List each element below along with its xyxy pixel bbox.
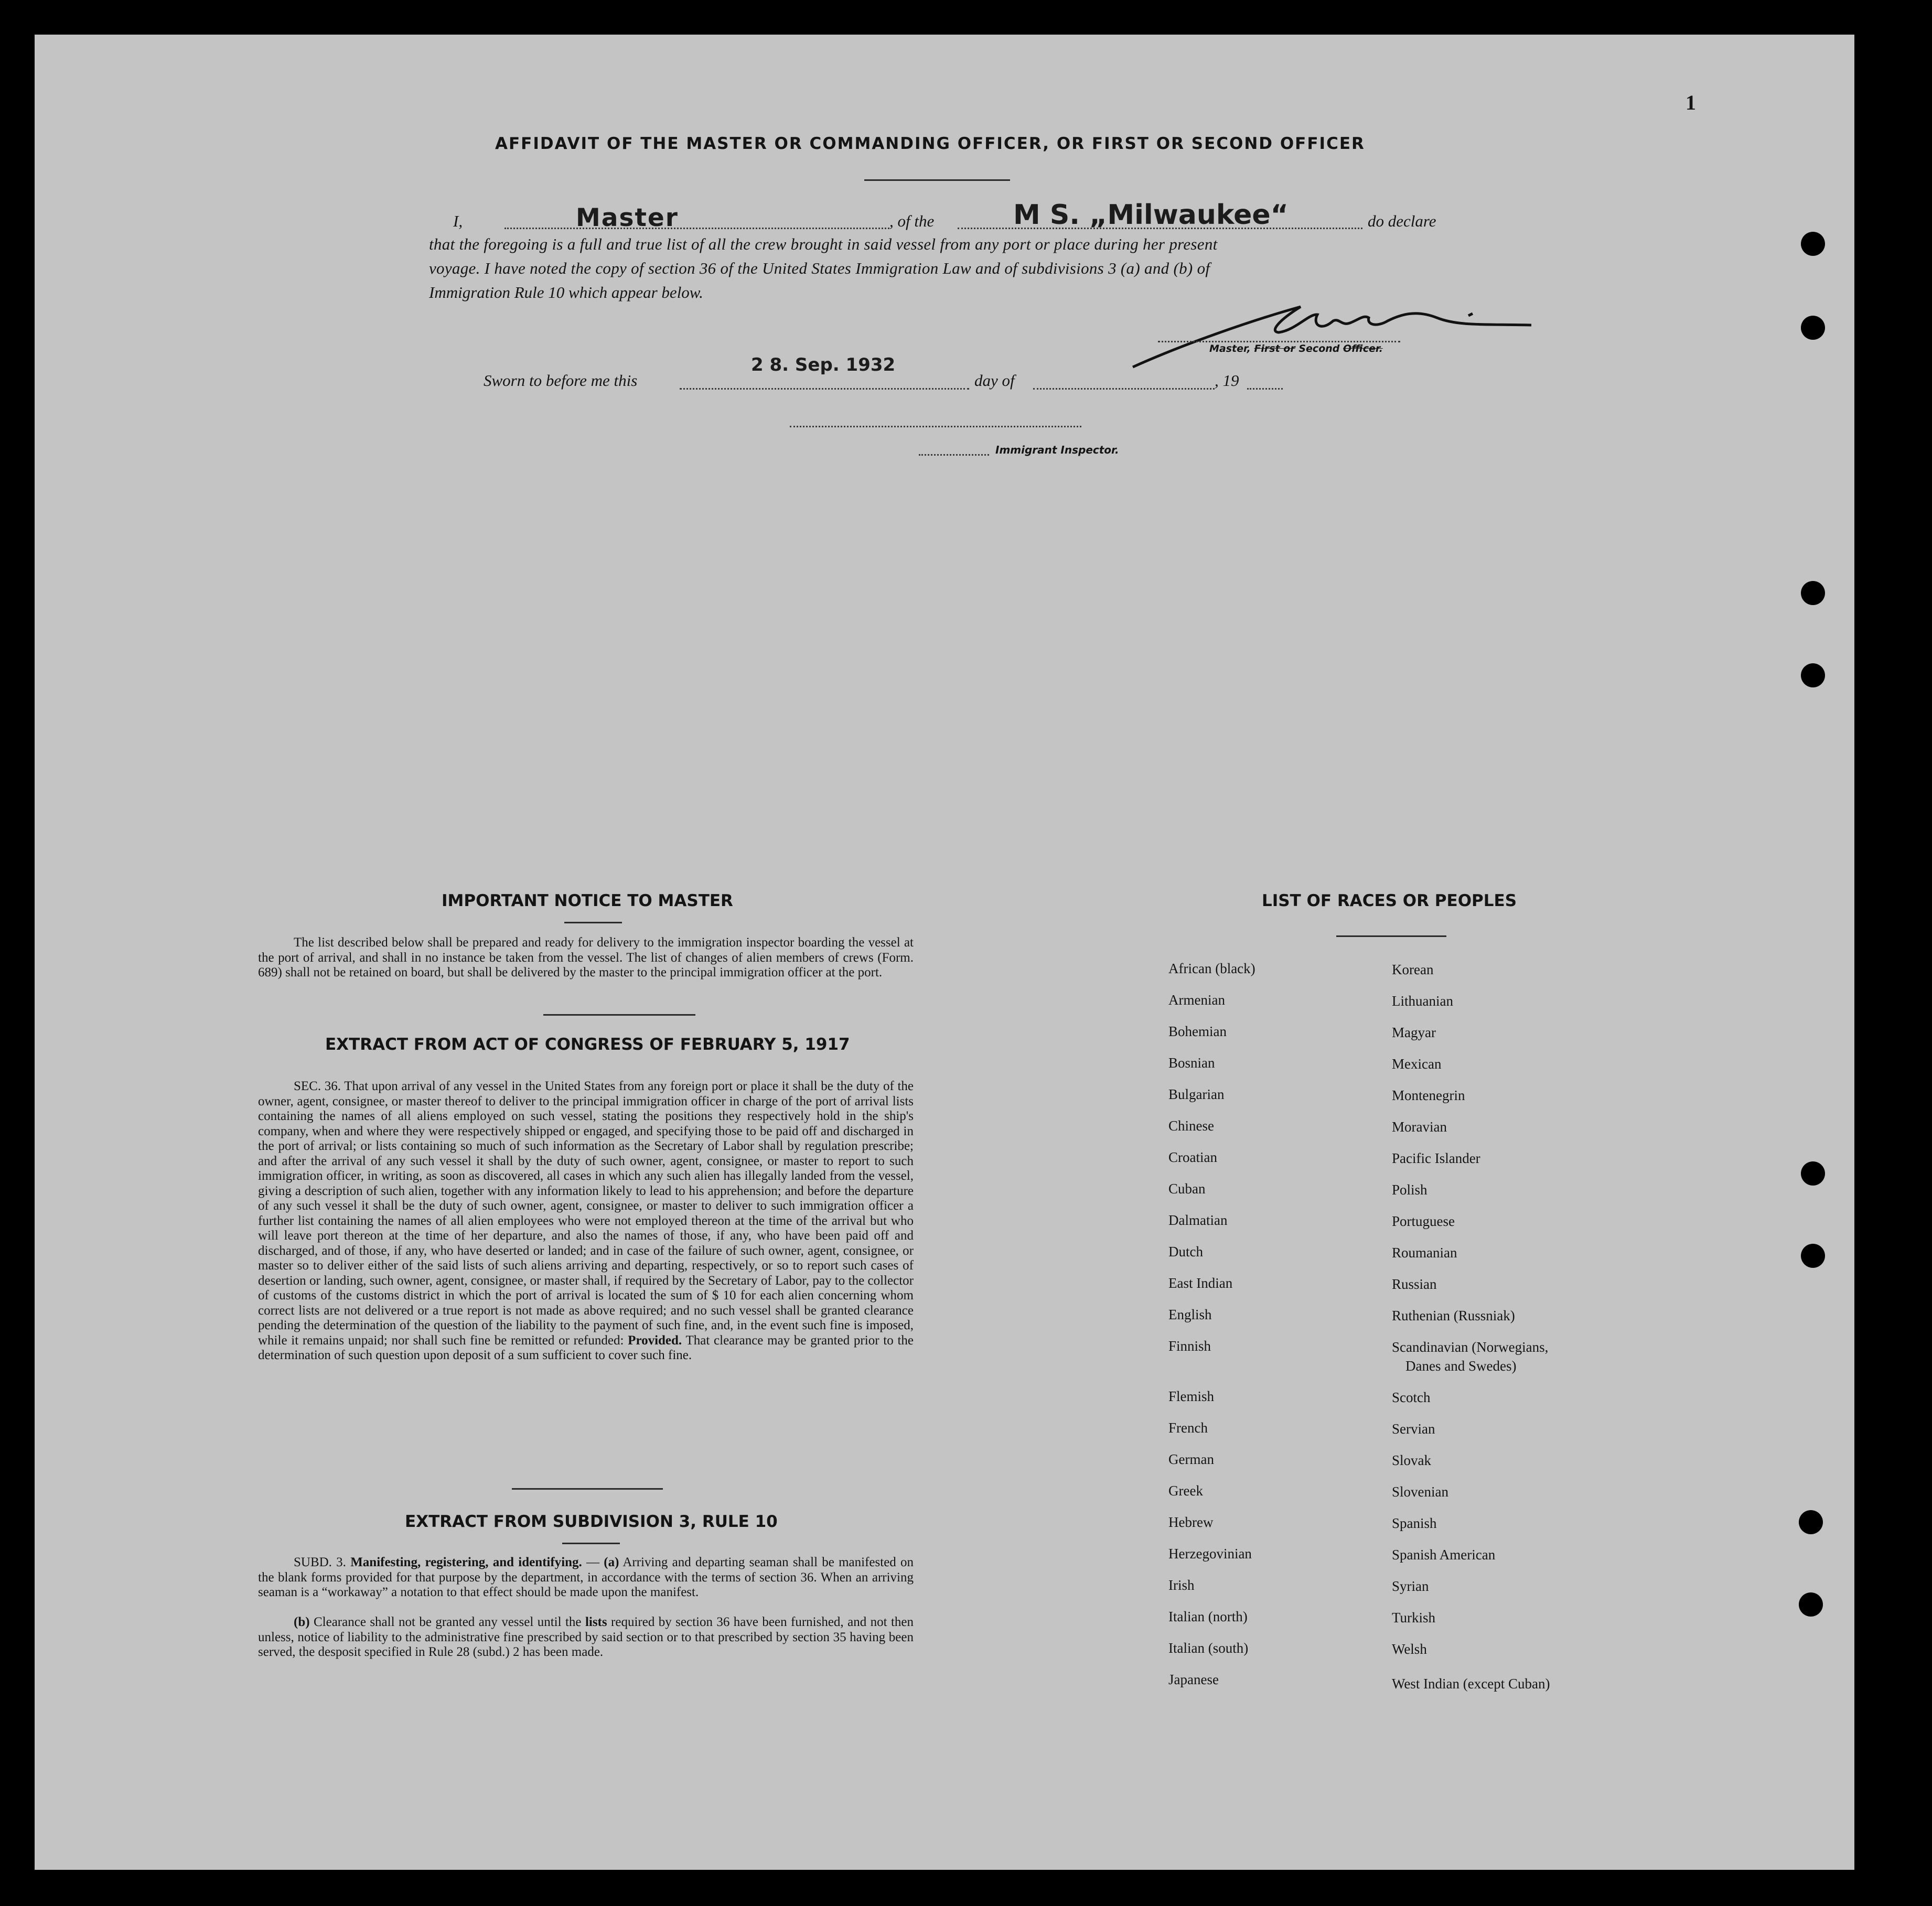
race-item: Montenegrin	[1392, 1087, 1465, 1103]
binder-hole	[1801, 1161, 1825, 1186]
inspector-signature-line	[790, 426, 1081, 427]
race-item: West Indian (except Cuban)	[1392, 1676, 1550, 1692]
race-item: Ruthenian (Russniak)	[1392, 1308, 1515, 1323]
race-item: Scotch	[1392, 1390, 1431, 1405]
caption-first-struck: First or	[1254, 343, 1295, 354]
race-item: Portuguese	[1392, 1213, 1455, 1229]
do-declare-label: do declare	[1368, 212, 1436, 230]
act-paragraph-end: That clearance may be granted prior to the determination of such question upon deposit of a sum sufficient to cover such fine.	[258, 1333, 914, 1362]
notice-separator	[543, 1014, 695, 1016]
year-line	[1247, 388, 1283, 390]
race-item: German	[1168, 1451, 1214, 1467]
day-of-label: day of	[974, 371, 1015, 390]
binder-hole	[1801, 581, 1825, 605]
race-item: Herzegovinian	[1168, 1546, 1252, 1562]
race-item: Turkish	[1392, 1610, 1436, 1625]
race-item: Irish	[1168, 1577, 1195, 1593]
rule-b-label: (b)	[294, 1615, 310, 1629]
binder-hole	[1801, 232, 1825, 256]
signature-caption	[1209, 343, 1383, 354]
notice-title: IMPORTANT NOTICE TO MASTER	[442, 891, 733, 910]
race-item: French	[1168, 1420, 1208, 1436]
caption-second: Second	[1298, 343, 1340, 354]
year-label: , 19	[1215, 371, 1239, 390]
race-item: Dalmatian	[1168, 1212, 1228, 1228]
race-item: Greek	[1168, 1483, 1203, 1499]
caption-officer-struck: Officer.	[1343, 343, 1383, 354]
race-item: African (black)	[1168, 961, 1255, 976]
race-item: Slovak	[1392, 1452, 1432, 1468]
rule-subd-label: SUBD. 3.	[294, 1555, 346, 1569]
race-item: Syrian	[1392, 1578, 1429, 1594]
race-item: East Indian	[1168, 1275, 1233, 1291]
sworn-label: Sworn to before me this	[484, 371, 638, 390]
rule-b-text-2: required by section 36 have been furnished, and not then unless, notice of liability to the administrative fine prescribed by said section or to that prescribed by section 35 having been served, the desposit specified in Rule 28 (subd.) 2 has been made.	[258, 1615, 914, 1659]
race-item: Moravian	[1392, 1119, 1447, 1135]
rule-subd-a: SUBD. 3. Manifesting, registering, and identifying. — (a) Arriving and departing seaman shall be manifested on the blank forms provided for that purpose by the department, in accordance with the terms of section 36. When an arriving seaman is a “workaway” a notation to that effect should be made upon the manifest.	[258, 1555, 914, 1599]
race-item: Slovenian	[1392, 1484, 1448, 1500]
race-item: Polish	[1392, 1182, 1427, 1198]
notice-text	[258, 935, 914, 981]
affidavit-i-label: I,	[453, 212, 463, 230]
race-item: Chinese	[1168, 1118, 1214, 1134]
rule-subd-b	[258, 1615, 914, 1660]
inspector-label: Immigrant Inspector.	[995, 444, 1119, 456]
race-item: Japanese	[1168, 1672, 1219, 1687]
race-item: Italian (north)	[1168, 1609, 1248, 1624]
binder-hole	[1799, 1510, 1823, 1534]
sworn-date-line	[680, 388, 969, 390]
race-item: Russian	[1392, 1276, 1437, 1292]
race-item: Pacific Islander	[1392, 1150, 1480, 1166]
race-item: Spanish	[1392, 1515, 1437, 1531]
race-item: English	[1168, 1307, 1212, 1322]
master-signature	[1122, 294, 1542, 372]
act-title: EXTRACT FROM ACT OF CONGRESS OF FEBRUARY 5, 1917	[325, 1035, 850, 1054]
race-item: Welsh	[1392, 1641, 1427, 1657]
binder-hole	[1801, 663, 1825, 687]
month-line	[1033, 388, 1215, 390]
race-item: Armenian	[1168, 992, 1225, 1008]
race-item: Mexican	[1392, 1056, 1442, 1072]
rule-b-text-1: Clearance shall not be granted any vessel until the	[313, 1615, 582, 1629]
inspector-short-line	[919, 454, 989, 456]
rule-title: EXTRACT FROM SUBDIVISION 3, RULE 10	[405, 1512, 778, 1531]
race-item: Scandinavian (Norwegians,	[1392, 1339, 1549, 1355]
binder-hole	[1801, 1244, 1825, 1268]
affidavit-title: AFFIDAVIT OF THE MASTER OR COMMANDING OFFICER, OR FIRST OR SECOND OFFICER	[495, 134, 1365, 153]
master-entry: Master	[576, 203, 679, 232]
races-title: LIST OF RACES OR PEOPLES	[1262, 891, 1517, 910]
race-item: Lithuanian	[1392, 993, 1453, 1009]
rule-b-lists: lists	[585, 1615, 607, 1629]
race-item: Dutch	[1168, 1244, 1203, 1259]
race-item: Magyar	[1392, 1025, 1436, 1040]
vessel-entry: M S. „Milwaukee“	[1013, 199, 1289, 231]
races-title-rule	[1336, 935, 1446, 937]
race-item: Danes and Swedes)	[1405, 1358, 1517, 1374]
of-the-label: , of the	[889, 212, 935, 230]
rule-subd-heading: Manifesting, registering, and identifying.	[350, 1555, 582, 1569]
master-line	[505, 228, 889, 229]
rule-a-text: Arriving and departing seaman shall be manifested on the blank forms provided for that purpose by the department, in accordance with the terms of section 36. When an arriving seaman is a “workaway” a notation to that effect should be made upon the manifest.	[258, 1555, 914, 1599]
affidavit-line-4: Immigration Rule 10 which appear below.	[429, 283, 703, 301]
act-provided: Provided.	[628, 1333, 682, 1348]
race-item: Finnish	[1168, 1338, 1211, 1354]
race-item: Croatian	[1168, 1149, 1217, 1165]
race-item: Bulgarian	[1168, 1086, 1225, 1102]
race-item: Roumanian	[1392, 1245, 1457, 1261]
race-item: Servian	[1392, 1421, 1435, 1437]
race-item: Hebrew	[1168, 1514, 1214, 1530]
notice-title-rule	[564, 922, 622, 923]
act-text	[258, 1079, 914, 1363]
race-item: Flemish	[1168, 1388, 1215, 1404]
signature-line	[1158, 341, 1400, 342]
affidavit-line-3: voyage. I have noted the copy of section 36 of the United States Immigration Law and of subdivisions 3 (a) and (b) of	[429, 259, 1210, 277]
race-item: Cuban	[1168, 1181, 1206, 1197]
affidavit-line-2: that the foregoing is a full and true list of all the crew brought in said vessel from any port or place during her present	[429, 235, 1218, 253]
rule-title-rule	[562, 1543, 620, 1544]
act-separator	[512, 1488, 663, 1490]
rule-a-label: (a)	[604, 1555, 619, 1569]
binder-hole	[1799, 1592, 1823, 1617]
title-underline	[864, 179, 1010, 181]
sworn-date-stamp: 2 8. Sep. 1932	[751, 354, 896, 375]
page-number: 1	[1686, 91, 1696, 114]
race-item: Bohemian	[1168, 1024, 1227, 1039]
binder-hole	[1801, 316, 1825, 340]
race-item: Spanish American	[1392, 1547, 1496, 1563]
race-item: Bosnian	[1168, 1055, 1215, 1071]
race-item: Italian (south)	[1168, 1640, 1249, 1656]
notice-paragraph: The list described below shall be prepared and ready for delivery to the immigration inspector boarding the vessel at the port of arrival, and shall in no instance be taken from the vessel. The list of changes of alien members of crews (Form. 689) shall not be retained on board, but shall be delivered by the master to the principal immigration officer at the port.	[258, 935, 914, 979]
act-paragraph: SEC. 36. That upon arrival of any vessel in the United States from any foreign port or place it shall be the duty of the owner, agent, consignee, or master thereof to deliver to the principal immigration officer in charge of the port of arrival lists containing the names of all aliens employed on such vessel, stating the positions they respectively hold in the ship's company, when and where they were respectively shipped or engaged, and specifying those to be paid off and discharged in the port of arrival; or lists containing so much of such information as the Secretary of Labor shall by regulation prescribe; and after the arrival of any such vessel it shall by the duty of such owner, agent, consignee, or master to report to such immigration officer, in writing, as soon as discovered, all cases in which any such alien has illegally landed from the vessel, giving a description of such alien, together with any information likely to lead to his apprehension; and before the departure of any such vessel it shall be the duty of such owner, agent, consignee, or master to deliver to such immigration officer a further list containing the names of all alien employees who were not employed thereon at the time of the arrival but who will leave port thereon at the time of her departure, and also the names of those, if any, who have been paid off and discharged, and of those, if any, who have deserted or landed; and in case of the failure of such owner, agent, consignee, or master so to deliver either of the said lists of such aliens arriving and departing, respectively, or so to report such cases of desertion or landing, such owner, agent, consignee, or master shall, if required by the Secretary of Labor, pay to the collector of customs of the customs district in which the port of arrival is located the sum of $ 10 for each alien concerning whom correct lists are not delivered or a true report is not made as above required; and no such vessel shall be granted clearance pending the determination of the question of the liability to the payment of such fine, and, in the event such fine is imposed, while it remains unpaid; nor shall such fine be remitted or refunded:	[258, 1079, 914, 1348]
caption-master: Master,	[1209, 343, 1251, 354]
race-item: Korean	[1392, 962, 1434, 977]
